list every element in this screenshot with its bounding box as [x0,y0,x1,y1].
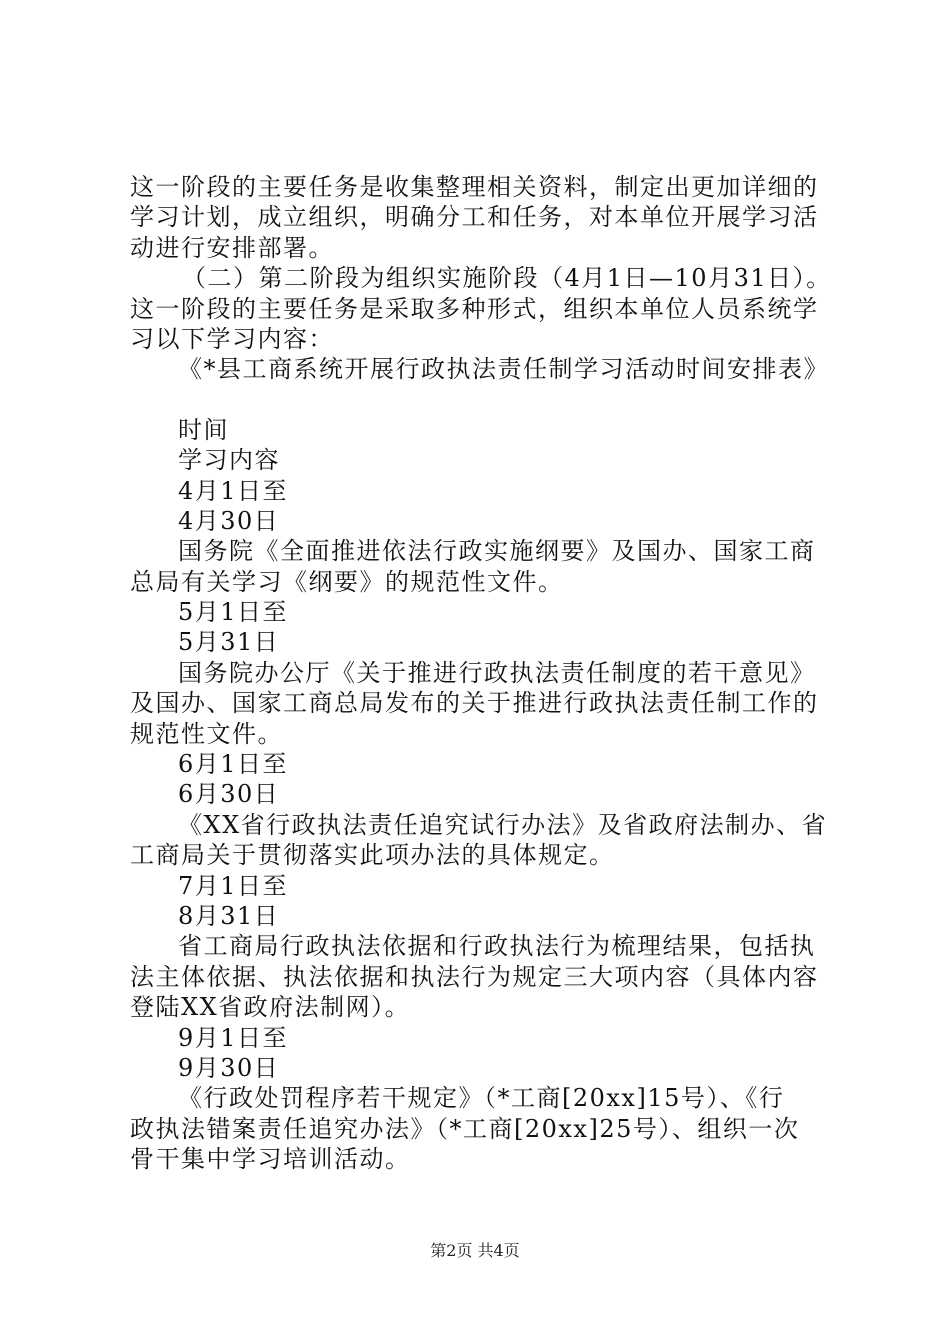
intro-paragraph [130,172,830,263]
schedule-row [130,1023,830,1175]
schedule-content-line: 国务院办公厅《关于推进行政执法责任制度的若干意见》 [178,658,816,687]
schedule-end-date: 8月31日 [178,901,280,930]
stage2-paragraph [130,263,830,354]
schedule-end-date: 9月30日 [178,1053,280,1082]
schedule-content-line: 法主体依据、执法依据和执法行为规定三大项内容（具体内容 [130,962,819,991]
schedule-row [130,749,830,871]
schedule-end-date: 4月30日 [178,506,280,535]
schedule-row [130,871,830,1023]
schedule-content-line: 登陆XX省政府法制网）。 [130,993,411,1022]
schedule-end-date: 6月30日 [178,780,280,809]
schedule-start-date: 4月1日至 [178,476,289,505]
paragraph-line: 这一阶段的主要任务是采取多种形式，组织本单位人员系统学 [130,294,819,323]
table-header-content: 学习内容 [178,446,280,475]
paragraph-line: 动进行安排部署。 [130,233,334,262]
schedule-content-line: 及国办、国家工商总局发布的关于推进行政执法责任制工作的 [130,689,819,718]
schedule-content-line: 规范性文件。 [130,719,283,748]
table-title: 《*县工商系统开展行政执法责任制学习活动时间安排表》 [178,355,829,384]
paragraph-line: 习以下学习内容： [130,324,334,353]
schedule-start-date: 6月1日至 [178,750,289,779]
schedule-end-date: 5月31日 [178,628,280,657]
table-header-time: 时间 [178,415,229,444]
schedule-content-line: 《行政处罚程序若干规定》（*工商[20xx]15号）、《行 [178,1084,785,1113]
schedule-content-line: 《XX省行政执法责任追究试行办法》及省政府法制办、省 [178,810,828,839]
schedule-content-line: 省工商局行政执法依据和行政执法行为梳理结果，包括执 [178,932,816,961]
page-footer: 第2页 共4页 [430,1241,520,1260]
schedule-start-date: 5月1日至 [178,598,289,627]
schedule-content-line: 工商局关于贯彻落实此项办法的具体规定。 [130,841,615,870]
schedule-start-date: 7月1日至 [178,871,289,900]
paragraph-line: （二）第二阶段为组织实施阶段（4月1日—10月31日）。 [182,264,832,293]
paragraph-line: 学习计划，成立组织，明确分工和任务，对本单位开展学习活 [130,203,819,232]
schedule-content-line: 总局有关学习《纲要》的规范性文件。 [130,567,564,596]
schedule-row [130,597,830,749]
schedule-content-line: 骨干集中学习培训活动。 [130,1145,411,1174]
paragraph-line: 这一阶段的主要任务是收集整理相关资料，制定出更加详细的 [130,173,819,201]
schedule-row [130,476,830,598]
schedule-content-line: 政执法错案责任追究办法》（*工商[20xx]25号）、组织一次 [130,1114,800,1143]
schedule-start-date: 9月1日至 [178,1023,289,1052]
document-body [130,172,830,1175]
schedule-content-line: 国务院《全面推进依法行政实施纲要》及国办、国家工商 [178,537,816,566]
spacer [130,385,830,415]
